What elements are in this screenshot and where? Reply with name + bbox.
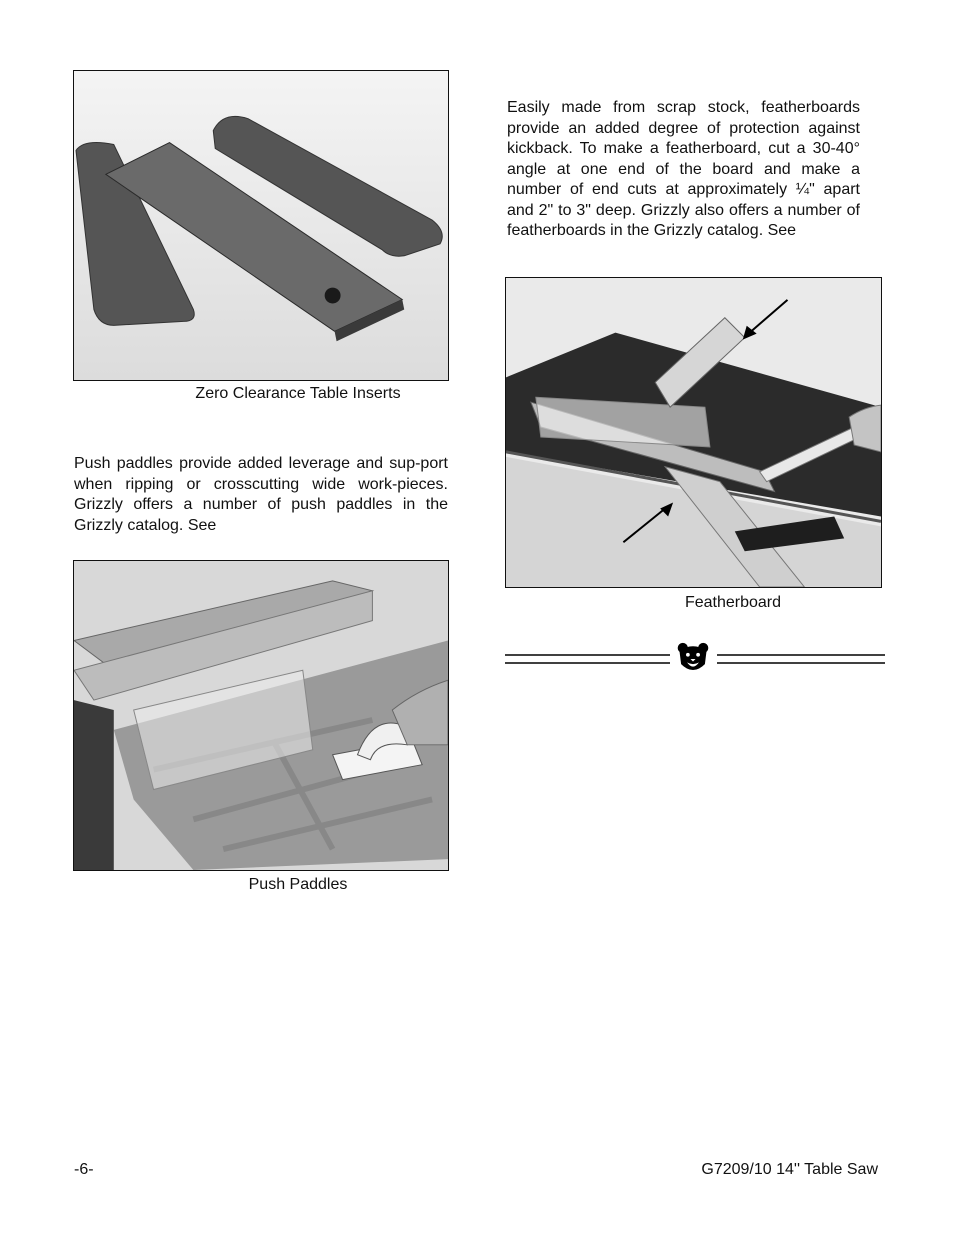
bear-logo-icon xyxy=(676,641,710,677)
push-paddles-paragraph: Push paddles provide added leverage and sup-port when ripping or crosscutting wide work-pieces. Grizzly offers a number of push paddles in the Grizzly catalog. See xyxy=(74,455,448,534)
inserts-caption: Zero Clearance Table Inserts xyxy=(195,385,401,402)
section-divider xyxy=(505,646,885,686)
paddles-caption: Push Paddles xyxy=(248,876,348,893)
paddles-photo xyxy=(73,560,449,871)
inserts-photo xyxy=(73,70,449,381)
featherboard-caption: Featherboard xyxy=(684,594,782,611)
featherboards-paragraph: Easily made from scrap stock, featherboards provide an added degree of protection against kickback. To make a featherboard, cut a 30-40° angle at one end of the board and make a number of end cuts at approximately ¼" apart and 2" to 3" deep. Grizzly also offers a number of featherboards in the Grizzly catalog. See xyxy=(507,99,860,239)
page-number: -6- xyxy=(74,1161,94,1178)
manual-title: G7209/10 14'' Table Saw xyxy=(701,1161,878,1178)
featherboard-photo xyxy=(505,277,882,588)
